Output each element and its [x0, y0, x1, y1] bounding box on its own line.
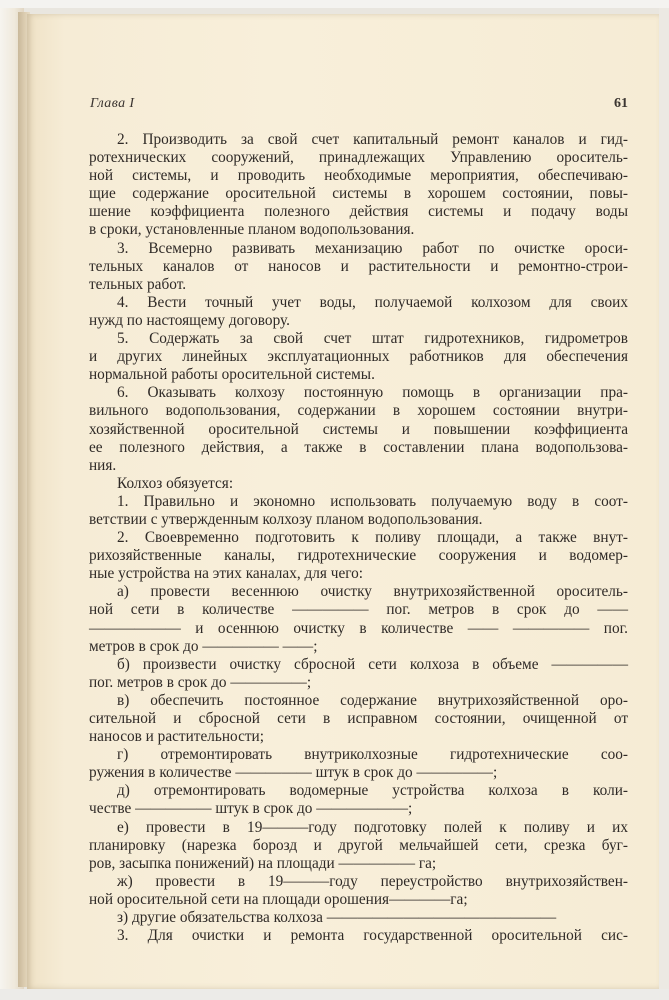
text-line: ж) провести в 19———году переустройство внутрихозяйствен-: [117, 872, 628, 890]
text-line: 4. Вести точный учет воды, получаемой колхозом для своих: [117, 293, 628, 311]
text-line: 3. Для очистки и ремонта государственной оросительной сис-: [117, 927, 628, 945]
text-line: 6. Оказывать колхозу постоянную помощь в организации пра-: [117, 384, 628, 402]
scan-border-bottom: [0, 989, 669, 1000]
text-line: з) другие обязательства колхоза ———————————————: [117, 909, 557, 927]
text-line: в сроки, установленные планом водопользования.: [89, 221, 415, 239]
text-line: и других линейных эксплуатационных работников для обеспечения: [89, 348, 628, 366]
text-line: ные устройства на этих каналах, для чего:: [89, 565, 364, 583]
text-line: —————— и осеннюю очистку в количестве —— ————— пог.: [89, 619, 628, 637]
text-line: ее полезного действия, а также в составлении плана водопользова-: [89, 438, 628, 456]
text-line: сительной и сбросной сети в исправном состоянии, очищенной от: [89, 710, 628, 727]
text-line: хозяйственной оросительной системы и повышении коэффициента: [89, 420, 628, 438]
text-line: планировку (нарезка борозд и другой мельчайшей сети, срезка буг-: [89, 836, 628, 854]
text-line: 3. Всемерно развивать механизацию работ по очистке ороси-: [117, 239, 628, 257]
text-line: ной системы, и проводить необходимые мероприятия, обеспечиваю-: [89, 167, 628, 185]
text-line: 2. Производить за свой счет капитальный ремонт каналов и гид-: [117, 131, 628, 148]
text-line: 2. Своевременно подготовить к поливу площади, а также внут-: [117, 529, 628, 547]
text-line: тельных работ.: [89, 275, 187, 293]
text-line: е) провести в 19———году подготовку полей к поливу и их: [117, 818, 628, 836]
text-line: г) отремонтировать внутриколхозные гидротехнические соо-: [117, 746, 628, 764]
text-line: а) провести весеннюю очистку внутрихозяйственной ороситель-: [117, 583, 628, 601]
text-line: Колхоз обязуется:: [117, 474, 234, 492]
text-line: метров в срок до ————— ——;: [89, 637, 318, 655]
text-line: 5. Содержать за свой счет штат гидротехников, гидрометров: [117, 330, 628, 348]
text-line: нужд по настоящему договору.: [89, 311, 290, 329]
text-line: нормальной работы оросительной системы.: [89, 366, 375, 384]
text-line: тельных каналов от наносов и растительности и ремонтно-строи-: [89, 257, 628, 275]
text-line: в) обеспечить постоянное содержание внутрихозяйственной оро-: [117, 691, 628, 709]
text-line: 1. Правильно и экономно использовать получаемую воду в соот-: [117, 492, 628, 510]
text-line: д) отремонтировать водомерные устройства колхоза в коли-: [117, 782, 628, 800]
text-line: ной сети в количестве ————— пог. метров в срок до ——: [89, 601, 628, 619]
text-line: ров, засыпка понижений) на площади ————— га;: [89, 854, 437, 872]
text-line: вильного водопользования, содержании в хорошем состоянии внутри-: [89, 402, 628, 420]
running-header: [90, 96, 628, 116]
text-line: рихозяйственные каналы, гидротехнические сооружения и водомер-: [89, 547, 628, 565]
text-line: ротехнических сооружений, принадлежащих Управлению ороситель-: [89, 149, 628, 167]
text-line: ной оросительной сети на площади орошения————га;: [89, 890, 468, 908]
page-number: 61: [614, 96, 628, 111]
text-line: шение коэффициента полезного действия системы и подачу воды: [89, 203, 628, 221]
scan-border-top: [0, 0, 669, 8]
text-line: честве ————— штук в срок до ——————;: [89, 800, 413, 818]
text-line: щие содержание оросительной системы в хорошем состоянии, повы-: [89, 185, 628, 203]
text-line: наносов и растительности;: [89, 728, 264, 746]
scan-border-right: [659, 8, 669, 1000]
text-line: ветствии с утвержденным колхозу планом водопользования.: [89, 510, 483, 528]
text-line: б) произвести очистку сбросной сети колхоза в объеме —————: [117, 655, 628, 673]
text-line: пог. метров в срок до —————;: [89, 673, 312, 691]
body-text: [89, 131, 628, 945]
chapter-title: Глава I: [90, 96, 135, 111]
text-line: ния.: [89, 456, 117, 474]
text-line: ружения в количестве ————— штук в срок до —————;: [89, 764, 498, 782]
